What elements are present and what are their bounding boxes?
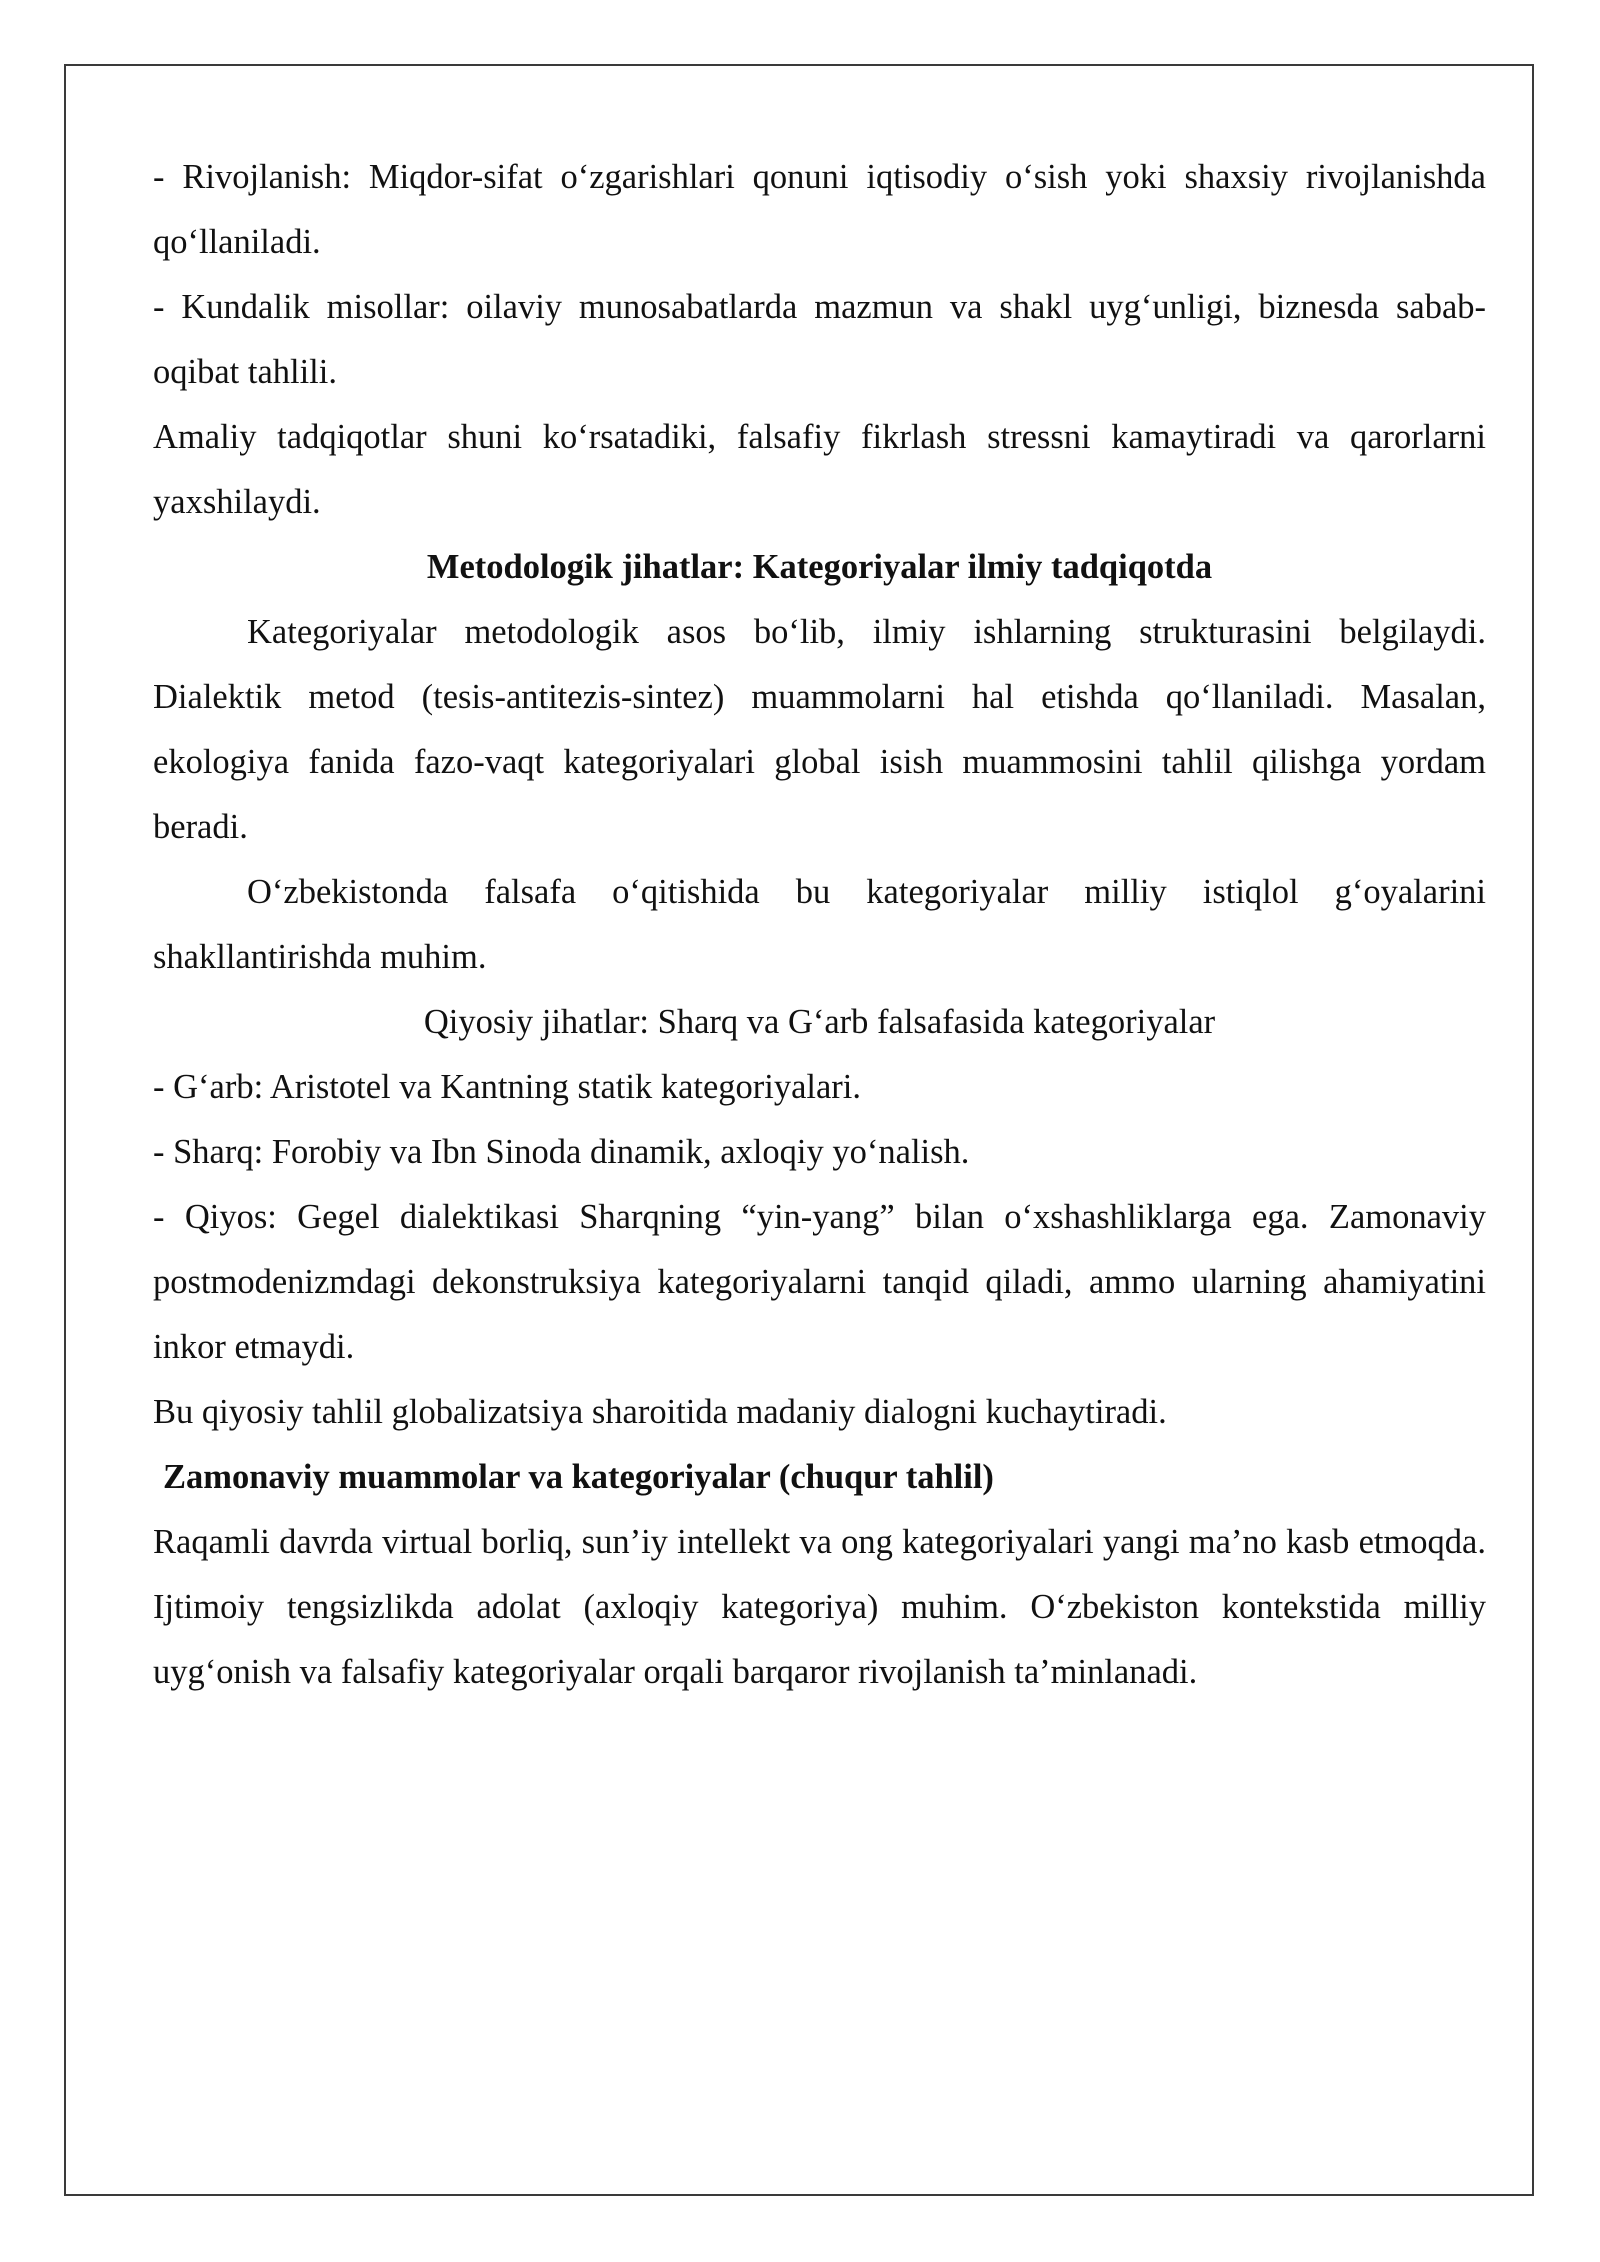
paragraph-comparative-conclusion: Bu qiyosiy tahlil globalizatsiya sharoitida madaniy dialogni kuchaytiradi. xyxy=(153,1393,1167,1431)
paragraph-methodology-1: Kategoriyalar metodologik asos bo‘lib, ilmiy ishlarning strukturasini belgilaydi. Dialektik metod (tesis-antitezis-sintez) muammolarni hal etishda qo‘llaniladi. Masalan, ekologiya fanida fazo-vaqt kategoriyalari global isish muammosini tahlil qilishga yordam beradi. xyxy=(153,613,1486,846)
paragraph-methodology-2: O‘zbekistonda falsafa o‘qitishida bu kategoriyalar milliy istiqlol g‘oyalarini shakllantirishda muhim. xyxy=(153,873,1486,976)
list-item-comparison: - Qiyos: Gegel dialektikasi Sharqning “yin-yang” bilan o‘xshashliklarga ega. Zamonaviy postmodenizmdagi dekonstruksiya kategoriyalarni tanqid qiladi, ammo ularning ahamiyatini inkor etmaydi. xyxy=(153,1198,1486,1366)
heading-modern-problems: Zamonaviy muammolar va kategoriyalar (chuqur tahlil) xyxy=(163,1458,994,1496)
heading-methodology: Metodologik jihatlar: Kategoriyalar ilmiy tadqiqotda xyxy=(426,548,1213,586)
paragraph-practical-research: Amaliy tadqiqotlar shuni ko‘rsatadiki, falsafiy fikrlash stressni kamaytiradi va qarorlarni yaxshilaydi. xyxy=(153,418,1486,521)
paragraph-daily-examples: - Kundalik misollar: oilaviy munosabatlarda mazmun va shakl uyg‘unligi, biznesda sabab-oqibat tahlili. xyxy=(153,288,1486,391)
paragraph-modern-problems: Raqamli davrda virtual borliq, sun’iy intellekt va ong kategoriyalari yangi ma’no kasb etmoqda. Ijtimoiy tengsizlikda adolat (axloqiy kategoriya) muhim. O‘zbekiston kontekstida milliy uyg‘onish va falsafiy kategoriyalar orqali barqaror rivojlanish ta’minlanadi. xyxy=(153,1523,1486,1691)
list-item-west: - G‘arb: Aristotel va Kantning statik kategoriyalari. xyxy=(153,1068,862,1106)
paragraph-development: - Rivojlanish: Miqdor-sifat o‘zgarishlari qonuni iqtisodiy o‘sish yoki shaxsiy rivojlanishda qo‘llaniladi. xyxy=(153,158,1486,261)
heading-comparative: Qiyosiy jihatlar: Sharq va G‘arb falsafasida kategoriyalar xyxy=(423,1003,1216,1041)
list-item-east: - Sharq: Forobiy va Ibn Sinoda dinamik, axloqiy yo‘nalish. xyxy=(153,1133,970,1171)
document-body xyxy=(153,145,1486,1705)
